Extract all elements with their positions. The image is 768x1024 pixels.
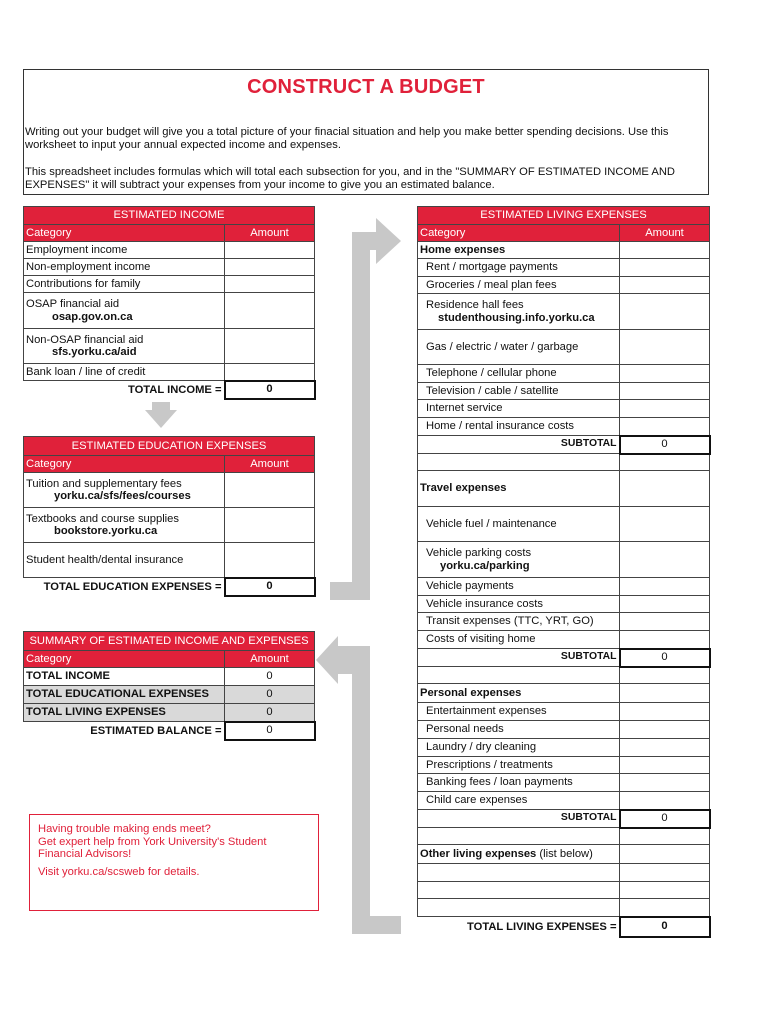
row-cell <box>24 508 225 543</box>
row-label: Home / rental insurance costs <box>418 418 620 436</box>
amount-input[interactable] <box>620 757 710 774</box>
summary-row-label: TOTAL INCOME <box>24 668 225 686</box>
subtotal-label: SUBTOTAL <box>418 436 620 454</box>
arrow-right-icon <box>330 218 401 600</box>
col-amount: Amount <box>225 456 315 473</box>
row-label: Prescriptions / treatments <box>418 757 620 774</box>
summary-table <box>23 631 316 741</box>
living-header: ESTIMATED LIVING EXPENSES <box>418 207 710 225</box>
row-label: Banking fees / loan payments <box>418 774 620 792</box>
amount-input[interactable] <box>620 277 710 294</box>
col-amount: Amount <box>225 651 315 668</box>
amount-input[interactable] <box>225 364 315 381</box>
amount-input[interactable] <box>225 293 315 329</box>
amount-input[interactable] <box>620 542 710 578</box>
blank-cell <box>620 828 710 845</box>
col-category: Category <box>418 225 620 242</box>
row-label: Vehicle parking costs <box>426 547 532 559</box>
arrow-down-icon <box>145 402 177 428</box>
row-cell <box>24 329 225 364</box>
help-line-2: Get expert help from York University's Student Financial Advisors! <box>38 835 267 860</box>
amount-input[interactable] <box>620 578 710 596</box>
amount-input[interactable] <box>225 259 315 276</box>
amount-input[interactable] <box>620 864 710 882</box>
amount-input[interactable] <box>225 473 315 508</box>
blank-cell <box>620 845 710 864</box>
amount-input[interactable] <box>620 365 710 383</box>
blank-cell <box>620 684 710 703</box>
amount-input[interactable] <box>620 631 710 649</box>
residence-link[interactable]: studenthousing.info.yorku.ca <box>438 311 595 324</box>
row-label: Vehicle payments <box>418 578 620 596</box>
home-section-header: Home expenses <box>418 242 620 259</box>
row-label: Personal needs <box>418 721 620 739</box>
income-table <box>23 206 316 400</box>
row-label: Residence hall fees <box>426 299 524 311</box>
row-label: Groceries / meal plan fees <box>418 277 620 294</box>
row-label: Non-employment income <box>24 259 225 276</box>
amount-input[interactable] <box>620 774 710 792</box>
amount-input[interactable] <box>620 899 710 917</box>
education-table <box>23 436 316 597</box>
estimated-balance-label: ESTIMATED BALANCE = <box>90 724 222 737</box>
blank-cell <box>418 667 620 684</box>
income-header: ESTIMATED INCOME <box>24 207 315 225</box>
summary-row-label: TOTAL EDUCATIONAL EXPENSES <box>24 686 225 704</box>
amount-input[interactable] <box>620 703 710 721</box>
total-income-label: TOTAL INCOME = <box>127 383 222 396</box>
other-item-input[interactable] <box>418 882 620 899</box>
col-amount: Amount <box>225 225 315 242</box>
education-header: ESTIMATED EDUCATION EXPENSES <box>24 437 315 456</box>
row-cell <box>418 542 620 578</box>
arrow-left-icon <box>316 636 401 934</box>
row-cell <box>24 473 225 508</box>
amount-input[interactable] <box>620 613 710 631</box>
row-label: Television / cable / satellite <box>418 383 620 400</box>
row-label: Child care expenses <box>418 792 620 810</box>
row-label: Contributions for family <box>24 276 225 293</box>
row-label: Tuition and supplementary fees <box>26 477 182 490</box>
other-section-header: Other living expenses <box>420 847 537 860</box>
subtotal-label: SUBTOTAL <box>418 810 620 828</box>
intro-paragraph-1: Writing out your budget will give you a total picture of your finacial situation and help you make better spending decisions. Use this worksheet to input your annual expected income and expenses. <box>25 126 669 151</box>
row-label: Student health/dental insurance <box>24 543 225 578</box>
travel-subtotal-value: 0 <box>620 649 710 667</box>
row-label: OSAP financial aid <box>26 298 120 310</box>
amount-input[interactable] <box>620 507 710 542</box>
osap-link[interactable]: osap.gov.on.ca <box>52 310 133 323</box>
travel-section-header: Travel expenses <box>418 471 620 507</box>
total-income-value: 0 <box>225 381 315 399</box>
blank-cell <box>620 471 710 507</box>
blank-cell <box>620 242 710 259</box>
summary-row-value: 0 <box>225 704 315 722</box>
total-living-label: TOTAL LIVING EXPENSES = <box>466 920 617 933</box>
col-category: Category <box>24 651 225 668</box>
row-label: Vehicle fuel / maintenance <box>418 507 620 542</box>
col-amount: Amount <box>620 225 710 242</box>
summary-header: SUMMARY OF ESTIMATED INCOME AND EXPENSES <box>24 632 315 651</box>
total-education-value: 0 <box>225 578 315 596</box>
help-line-1: Having trouble making ends meet? <box>38 823 211 835</box>
col-category: Category <box>24 225 225 242</box>
other-item-input[interactable] <box>418 864 620 882</box>
amount-input[interactable] <box>225 543 315 578</box>
row-cell <box>24 293 225 329</box>
total-living-value: 0 <box>620 917 710 937</box>
other-section-note: (list below) <box>539 847 593 860</box>
tuition-link[interactable]: yorku.ca/sfs/fees/courses <box>54 490 191 502</box>
blank-cell <box>620 454 710 471</box>
amount-input[interactable] <box>620 882 710 899</box>
row-label: Internet service <box>418 400 620 418</box>
intro-paragraph-2: This spreadsheet includes formulas which will total each subsection for you, and in the "SUMMARY OF ESTIMATED INCOME AND EXPENSES" it will subtract your expenses from your income to give you an estimated balance. <box>25 166 675 191</box>
row-label: Gas / electric / water / garbage <box>418 330 620 365</box>
subtotal-label: SUBTOTAL <box>418 649 620 667</box>
estimated-balance-value: 0 <box>225 722 315 740</box>
amount-input[interactable] <box>620 418 710 436</box>
row-label: Rent / mortgage payments <box>418 259 620 277</box>
row-label: Telephone / cellular phone <box>418 365 620 383</box>
row-cell <box>418 294 620 330</box>
total-education-label: TOTAL EDUCATION EXPENSES = <box>43 580 222 593</box>
amount-input[interactable] <box>225 329 315 364</box>
personal-subtotal-value: 0 <box>620 810 710 828</box>
row-label: Laundry / dry cleaning <box>418 739 620 757</box>
row-label: Employment income <box>24 242 225 259</box>
amount-input[interactable] <box>620 383 710 400</box>
help-box <box>29 814 319 911</box>
amount-input[interactable] <box>620 739 710 757</box>
blank-cell <box>418 828 620 845</box>
amount-input[interactable] <box>225 508 315 543</box>
amount-input[interactable] <box>620 596 710 613</box>
row-label: Non-OSAP financial aid <box>26 333 144 346</box>
amount-input[interactable] <box>225 276 315 293</box>
help-link[interactable]: Visit yorku.ca/scsweb for details. <box>38 865 200 878</box>
amount-input[interactable] <box>620 259 710 277</box>
home-subtotal-value: 0 <box>620 436 710 454</box>
row-label: Costs of visiting home <box>418 631 620 649</box>
row-label: Textbooks and course supplies <box>26 512 179 525</box>
row-label: Vehicle insurance costs <box>418 596 620 613</box>
amount-input[interactable] <box>620 721 710 739</box>
intro-box <box>23 69 709 195</box>
amount-input[interactable] <box>620 792 710 810</box>
row-label: Bank loan / line of credit <box>24 364 225 381</box>
blank-cell <box>620 667 710 684</box>
amount-input[interactable] <box>225 242 315 259</box>
row-label: Transit expenses (TTC, YRT, GO) <box>418 613 620 631</box>
row-label: Entertainment expenses <box>418 703 620 721</box>
living-table <box>417 206 711 938</box>
col-category: Category <box>24 456 225 473</box>
personal-section-header: Personal expenses <box>418 684 620 703</box>
amount-input[interactable] <box>620 294 710 330</box>
parking-link[interactable]: yorku.ca/parking <box>440 559 530 572</box>
other-section-cell <box>418 845 620 864</box>
page-title: CONSTRUCT A BUDGET <box>247 76 485 98</box>
other-item-input[interactable] <box>418 899 620 917</box>
summary-row-label: TOTAL LIVING EXPENSES <box>24 704 225 722</box>
summary-row-value: 0 <box>225 668 315 686</box>
amount-input[interactable] <box>620 330 710 365</box>
blank-cell <box>418 454 620 471</box>
bookstore-link[interactable]: bookstore.yorku.ca <box>54 525 158 537</box>
summary-row-value: 0 <box>225 686 315 704</box>
amount-input[interactable] <box>620 400 710 418</box>
sfs-aid-link[interactable]: sfs.yorku.ca/aid <box>52 346 137 358</box>
